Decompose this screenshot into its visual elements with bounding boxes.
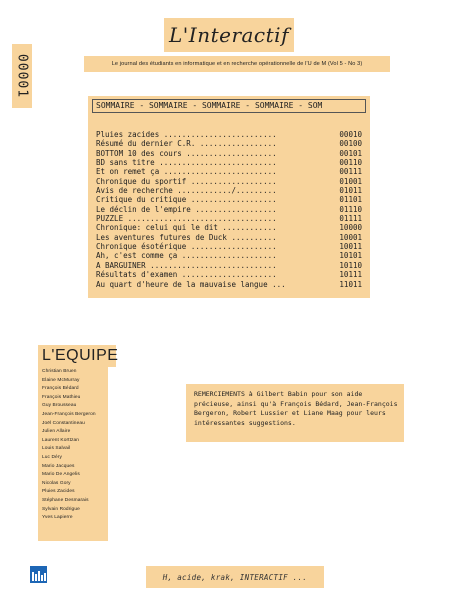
issue-number: 00001 [14, 53, 30, 99]
toc-item [96, 261, 362, 270]
toc-item-code: 10001 [339, 232, 362, 242]
toc-item-code: 00100 [339, 139, 362, 149]
equipe-member: Julien Allaire [42, 429, 71, 435]
toc-item [96, 205, 362, 214]
equipe-member: Mario Jacques [42, 463, 75, 469]
toc-list [96, 130, 362, 289]
equipe-member: Mario De Angelis [42, 472, 80, 478]
equipe-member: François Bédard [42, 386, 79, 392]
equipe-member: Joël Constantineau [42, 420, 85, 426]
toc-item-title: Critique du critique ................... [96, 195, 277, 205]
equipe-member: Laurent Korttzan [42, 437, 80, 443]
toc-item-code: 01110 [339, 204, 362, 214]
toc-item-code: 01011 [339, 186, 362, 196]
equipe-member: Louis Salvail [42, 446, 71, 452]
toc-item-code: 00110 [339, 158, 362, 168]
toc-item [96, 139, 362, 148]
toc-item [96, 130, 362, 139]
toc-item-code: 00101 [339, 148, 362, 158]
toc-item-title: Résultats d'examen ..................... [96, 270, 277, 280]
toc-item-title: PUZZLE ................................. [96, 214, 277, 224]
footer-text: H, acide, krak, INTERACTIF ... [162, 572, 308, 582]
equipe-title: L'EQUIPE [42, 347, 119, 364]
toc-header: SOMMAIRE - SOMMAIRE - SOMMAIRE - SOMMAIRE - SOM [92, 99, 366, 113]
toc-item [96, 186, 362, 195]
toc-item-title: BD sans titre .......................... [96, 158, 277, 168]
toc-item-code: 01101 [339, 195, 362, 205]
equipe-member: Sylvain Rodrigue [42, 506, 80, 512]
toc-item-title: Et on remet ça ......................... [96, 167, 277, 177]
toc-item-title: BOTTOM 10 des cours .................... [96, 148, 277, 158]
equipe-member: Christian Bruen [42, 369, 77, 374]
toc-item-code: 00111 [339, 167, 362, 177]
equipe-member: Stéphane Desmarais [42, 497, 89, 503]
toc-item-code: 10101 [339, 251, 362, 261]
toc-item-code: 10000 [339, 223, 362, 233]
equipe-panel [38, 365, 108, 541]
equipe-member: Luc Déry [42, 454, 62, 460]
issue-number-label [12, 44, 32, 108]
equipe-member: Pluies Zacides [42, 489, 75, 495]
toc-item-title: Les aventures futures de Duck .......... [96, 232, 277, 242]
toc-item [96, 167, 362, 176]
toc-item [96, 242, 362, 251]
toc-item-title: Chronique: celui qui le dit ............ [96, 223, 277, 233]
equipe-list [42, 368, 108, 523]
toc-item-code: 01111 [339, 214, 362, 224]
toc-item-title: Le déclin de l'empire .................. [96, 204, 277, 214]
toc-item-code: 10110 [339, 260, 362, 270]
equipe-member: Jean-François Bergeron [42, 411, 96, 417]
toc-item-code: 00010 [339, 130, 362, 139]
equipe-title-box [38, 345, 119, 367]
toc-item-title: Au quart d'heure de la mauvaise langue ... [96, 279, 286, 289]
footer-box [146, 566, 324, 588]
toc-item-code: 11011 [339, 279, 362, 289]
equipe-member: Nicolas Gory [42, 480, 71, 486]
table-of-contents [88, 96, 370, 298]
toc-item [96, 251, 362, 260]
thanks-box [186, 384, 404, 442]
toc-item-title: Chronique du sportif ................... [96, 176, 277, 186]
masthead [164, 18, 294, 52]
toc-item-code: 01001 [339, 176, 362, 186]
toc-item-title: Pluies zacides ......................... [96, 130, 277, 139]
equipe-member: Elaine McMurray [42, 377, 80, 383]
toc-item [96, 149, 362, 158]
toc-item [96, 233, 362, 242]
toc-item [96, 195, 362, 204]
toc-item-title: Résumé du dernier C.R. ................. [96, 139, 277, 149]
toc-item-title: A BARGUINER ............................ [96, 260, 277, 270]
equipe-member: Guy Brousseau [42, 403, 77, 409]
toc-item-title: Ah, c'est comme ça ..................... [96, 251, 277, 261]
toc-item-code: 10111 [339, 270, 362, 280]
toc-item-title: Avis de recherche ............/......... [96, 186, 277, 196]
toc-item [96, 280, 362, 289]
masthead-subtitle [84, 56, 390, 72]
equipe-member: Yves Lapierre [42, 515, 73, 521]
university-logo-icon [30, 566, 47, 583]
subtitle-text: Le journal des étudiants en informatique et en recherche opérationnelle de l'U de M (Vol 5 - No 3) [111, 61, 363, 67]
toc-item [96, 223, 362, 232]
masthead-title: L'Interactif [169, 23, 289, 47]
toc-item-title: Chronique ésotérique ................... [96, 242, 277, 252]
toc-item [96, 270, 362, 279]
toc-item [96, 158, 362, 167]
thanks-text: REMERCIEMENTS à Gilbert Babin pour son aide précieuse, ainsi qu'à François Bédard, Jean-François Bergeron, Robert Lussier et Liane Maag pour leurs intéressantes suggestions. [194, 390, 398, 427]
toc-item [96, 177, 362, 186]
equipe-member: François Mathieu [42, 394, 81, 400]
toc-item [96, 214, 362, 223]
toc-item-code: 10011 [339, 242, 362, 252]
